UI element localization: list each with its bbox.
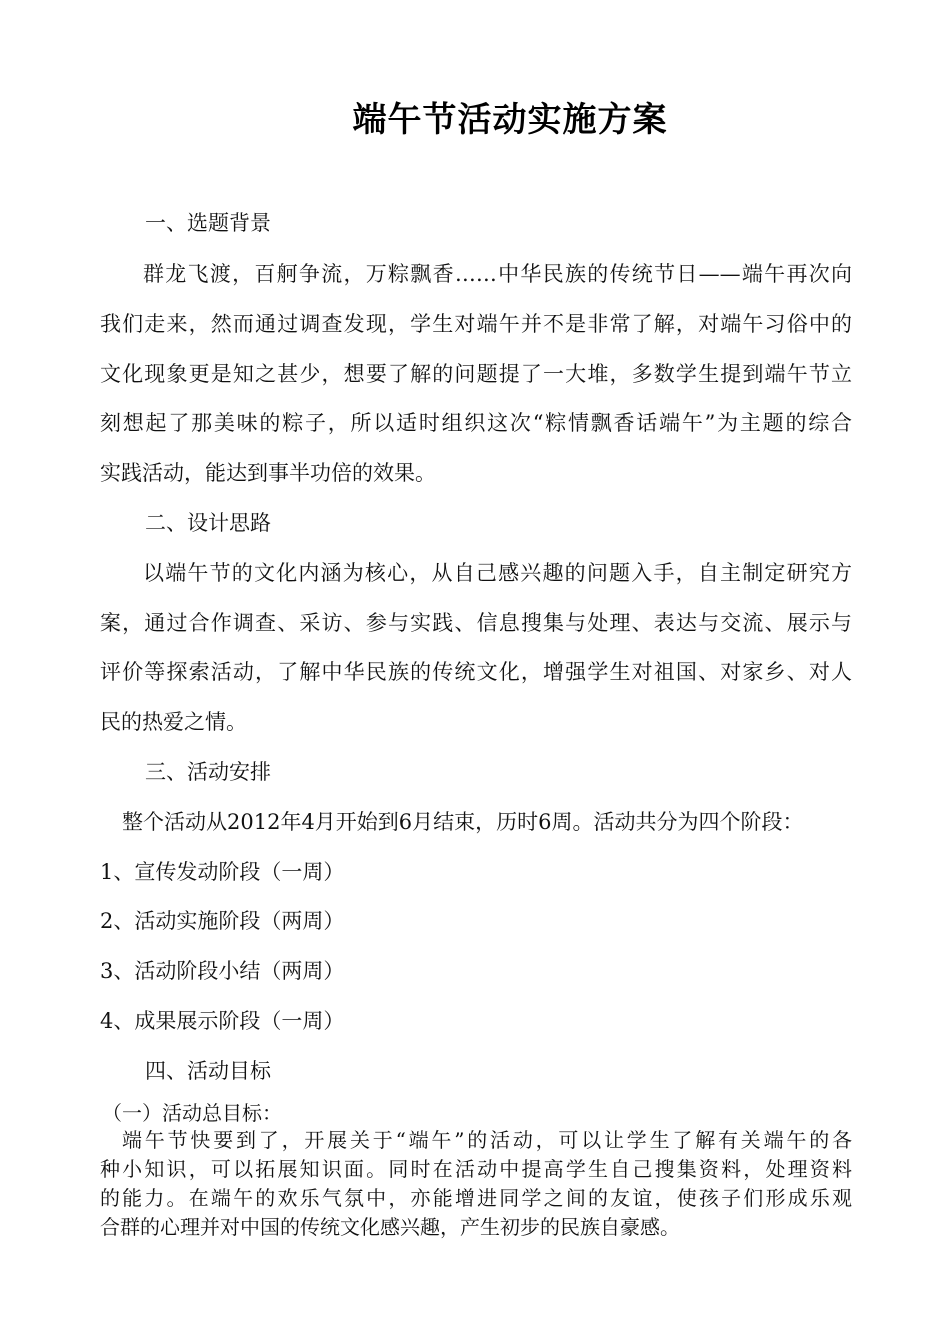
paragraph-line: 合群的心理并对中国的传统文化感兴趣，产生初步的民族自豪感。 — [100, 1215, 680, 1239]
paragraph-line: 案，通过合作调查、采访、参与实践、信息搜集与处理、表达与交流、展示与 — [100, 611, 852, 635]
paragraph-line: 实践活动，能达到事半功倍的效果。 — [100, 461, 436, 485]
subheading-overall-goal: （一）活动总目标： — [102, 1101, 282, 1125]
stage-item: 1、宣传发动阶段（一周） — [100, 860, 345, 884]
paragraph-line: 的能力。在端午的欢乐气氛中，亦能增进同学之间的友谊，使孩子们形成乐观 — [100, 1186, 852, 1210]
paragraph-line: 端午节快要到了，开展关于“端午”的活动，可以让学生了解有关端午的各 — [122, 1128, 852, 1152]
section-heading-schedule: 三、活动安排 — [145, 760, 271, 784]
paragraph-line: 评价等探索活动，了解中华民族的传统文化，增强学生对祖国、对家乡、对人 — [100, 660, 852, 684]
section-heading-background: 一、选题背景 — [145, 211, 271, 235]
stage-item: 4、成果展示阶段（一周） — [100, 1009, 345, 1033]
paragraph-line: 以端午节的文化内涵为核心，从自己感兴趣的问题入手，自主制定研究方 — [143, 561, 852, 585]
document-title: 端午节活动实施方案 — [352, 100, 668, 140]
paragraph-line: 刻想起了那美味的粽子，所以适时组织这次“粽情飘香话端午”为主题的综合 — [100, 411, 852, 435]
paragraph-line: 文化现象更是知之甚少，想要了解的问题提了一大堆，多数学生提到端午节立 — [100, 362, 852, 386]
paragraph-line: 民的热爱之情。 — [100, 710, 247, 734]
paragraph-line: 种小知识，可以拓展知识面。同时在活动中提高学生自己搜集资料，处理资料 — [100, 1157, 852, 1181]
stage-item: 3、活动阶段小结（两周） — [100, 959, 345, 983]
stage-item: 2、活动实施阶段（两周） — [100, 909, 345, 933]
section-heading-goals: 四、活动目标 — [145, 1059, 271, 1083]
paragraph-line: 群龙飞渡，百舸争流，万粽飘香……中华民族的传统节日——端午再次向 — [143, 262, 852, 286]
paragraph-line: 我们走来，然而通过调查发现，学生对端午并不是非常了解，对端午习俗中的 — [100, 312, 852, 336]
section-heading-design: 二、设计思路 — [145, 511, 271, 535]
schedule-intro: 整个活动从2012年4月开始到6月结束，历时6周。活动共分为四个阶段： — [122, 810, 804, 834]
